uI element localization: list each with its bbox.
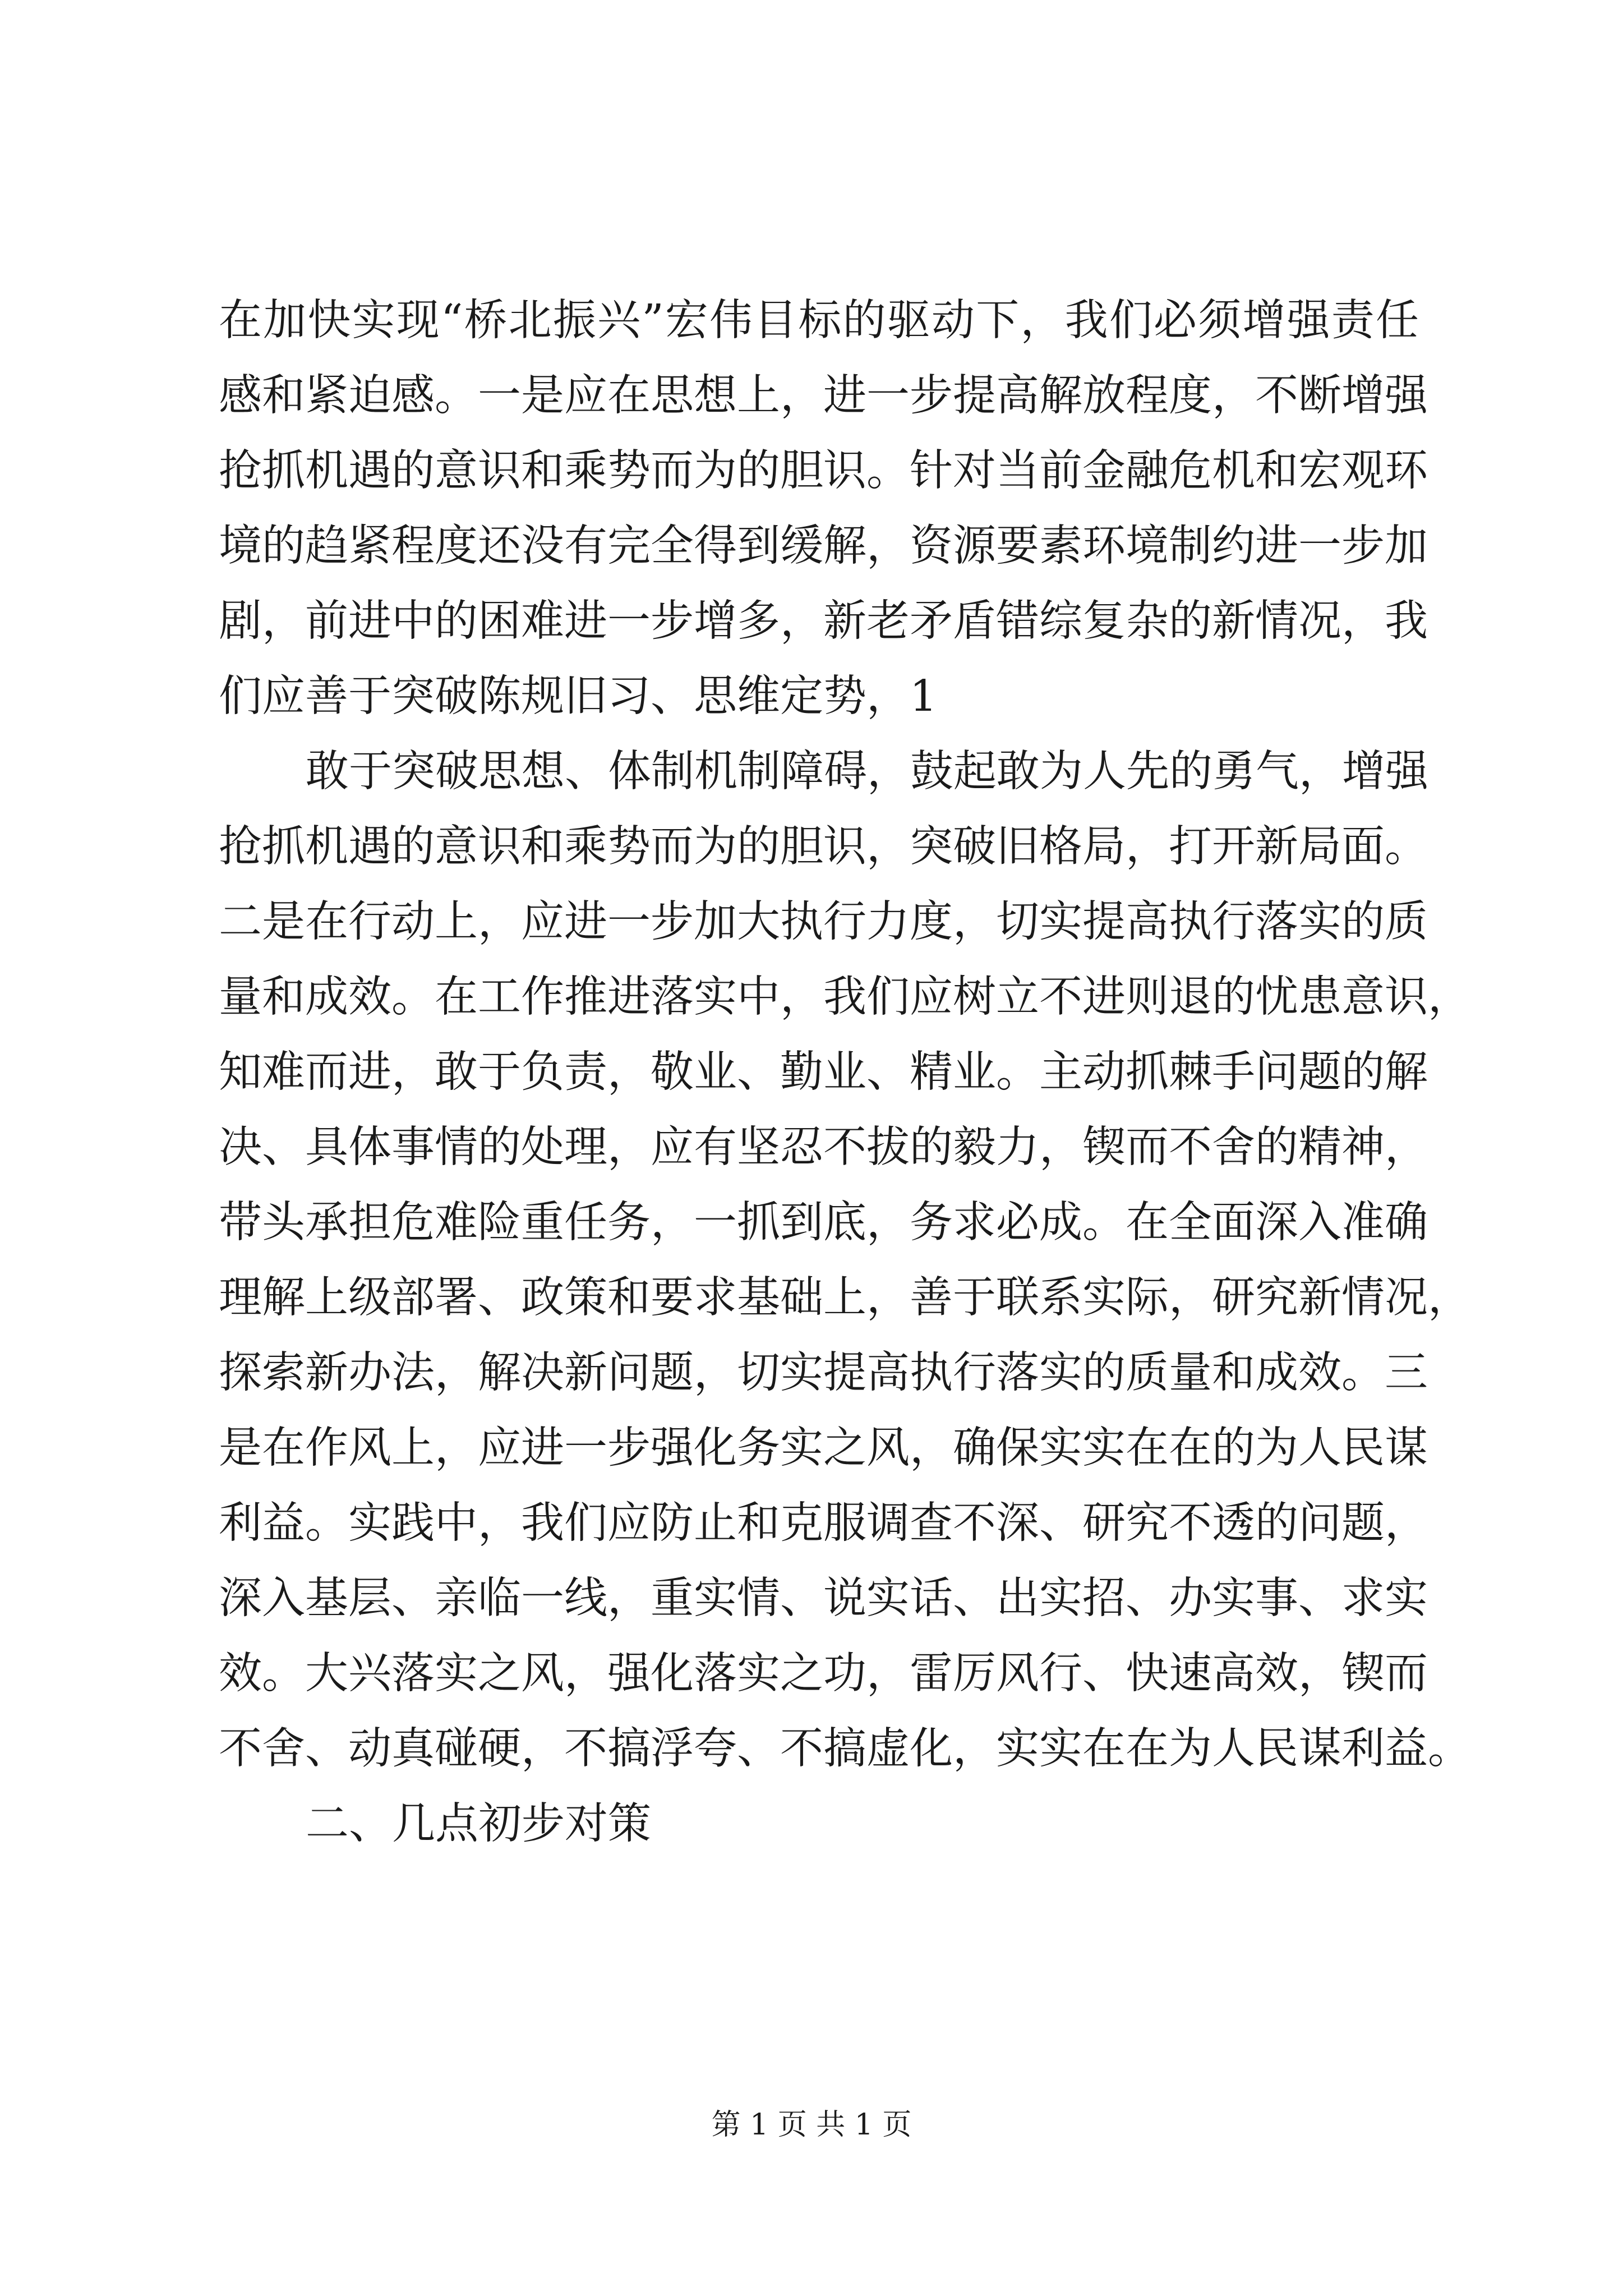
paragraph-2 [219,734,1471,1787]
text-line: 深入基层、亲临一线，重实情、说实话、出实招、办实事、求实 [219,1573,1428,1623]
text-line: 量和成效。在工作推进落实中，我们应树立不进则退的忧患意识， [219,972,1471,1022]
text-line: 二是在行动上，应进一步加大执行力度，切实提高执行落实的质 [219,897,1428,947]
text-line: 是在作风上，应进一步强化务实之风，确保实实在在的为人民谋 [219,1423,1428,1473]
paragraph-1 [219,283,1428,734]
text-line: 敢于突破思想、体制机制障碍，鼓起敢为人先的勇气，增强 [306,747,1428,797]
text-line: 效。大兴落实之风，强化落实之功，雷厉风行、快速高效，锲而 [219,1649,1428,1699]
text-line: 理解上级部署、政策和要求基础上，善于联系实际，研究新情况， [219,1273,1471,1323]
text-line: 剧，前进中的困难进一步增多，新老矛盾错综复杂的新情况，我 [219,596,1428,646]
text-line: 们应善于突破陈规旧习、思维定势，1 [219,671,937,721]
text-line: 在加快实现“桥北振兴”宏伟目标的驱动下，我们必须增强责任 [219,296,1419,346]
text-line: 抢抓机遇的意识和乘势而为的胆识，突破旧格局，打开新局面。 [219,822,1428,872]
text-line: 抢抓机遇的意识和乘势而为的胆识。针对当前金融危机和宏观环 [219,446,1428,496]
text-line: 带头承担危难险重任务，一抓到底，务求必成。在全面深入准确 [219,1198,1428,1248]
page-footer: 第 1 页 共 1 页 [711,2108,912,2142]
text-line: 决、具体事情的处理，应有坚忍不拔的毅力，锲而不舍的精神， [219,1122,1428,1172]
text-line: 感和紧迫感。一是应在思想上，进一步提高解放程度，不断增强 [219,371,1428,421]
text-line: 境的趋紧程度还没有完全得到缓解，资源要素环境制约进一步加 [219,521,1428,571]
text-line: 利益。实践中，我们应防止和克服调查不深、研究不透的问题， [219,1498,1428,1548]
text-line: 知难而进，敢于负责，敬业、勤业、精业。主动抓棘手问题的解 [219,1047,1428,1097]
text-line: 探索新办法，解决新问题，切实提高执行落实的质量和成效。三 [219,1348,1428,1398]
text-line: 不舍、动真碰硬，不搞浮夸、不搞虚化，实实在在为人民谋利益。 [219,1724,1471,1774]
document-body [219,283,1471,1862]
section-heading: 二、几点初步对策 [306,1799,651,1849]
